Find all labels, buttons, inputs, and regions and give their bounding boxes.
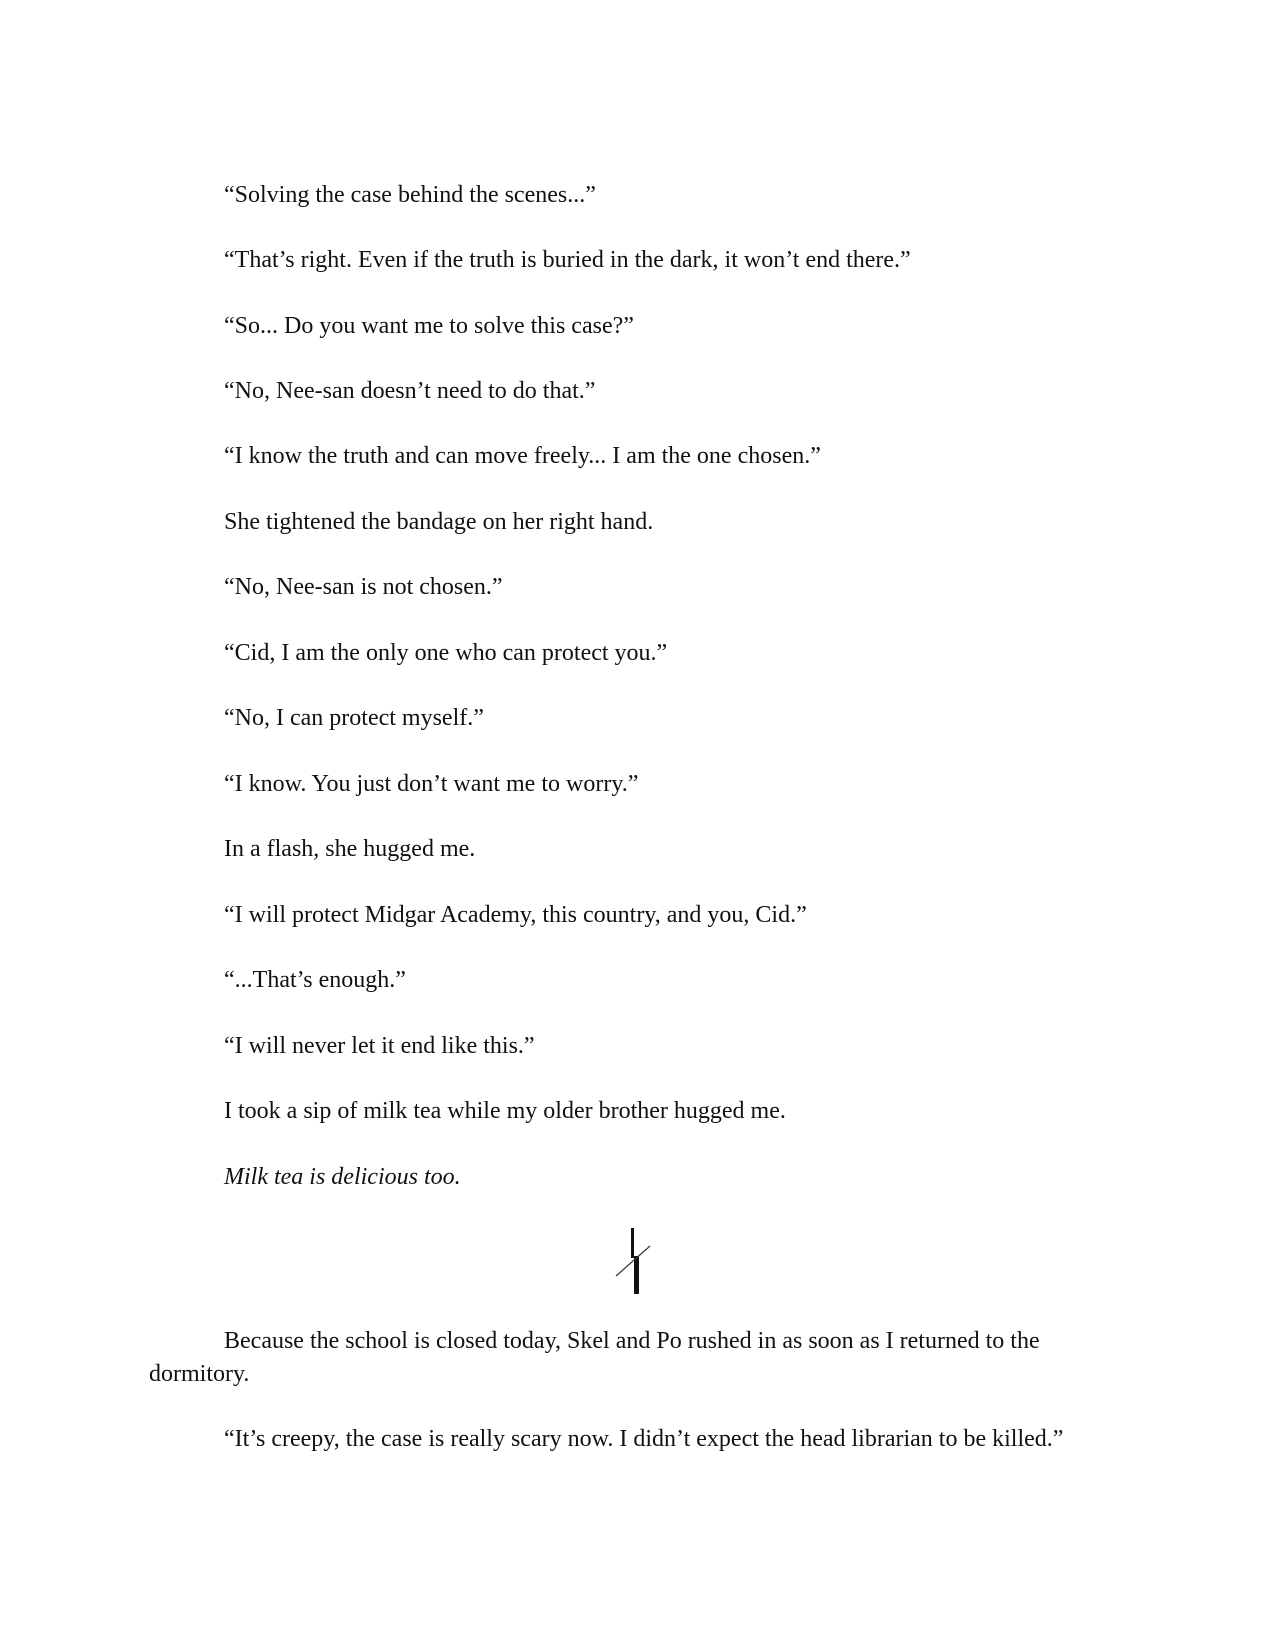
- text-line: “That’s right. Even if the truth is buried in the dark, it won’t end there.”: [224, 247, 911, 273]
- paragraph: Because the school is closed today, Skel and Po rushed in as soon as I returned to the dormitory.: [149, 1328, 1040, 1387]
- text-line: “So... Do you want me to solve this case?”: [224, 313, 634, 339]
- text-line: “...That’s enough.”: [224, 967, 406, 993]
- text-line: “No, Nee-san doesn’t need to do that.”: [224, 378, 596, 404]
- scene-break-icon: [614, 1228, 658, 1296]
- text-line: “I will never let it end like this.”: [224, 1033, 535, 1059]
- italic-thought-line: Milk tea is delicious too.: [224, 1164, 461, 1190]
- text-line: “Cid, I am the only one who can protect you.”: [224, 640, 668, 666]
- text-line: “Solving the case behind the scenes...”: [224, 182, 596, 208]
- text-line: “It’s creepy, the case is really scary now. I didn’t expect the head librarian to be killed.”: [224, 1426, 1064, 1452]
- text-line: “I will protect Midgar Academy, this country, and you, Cid.”: [224, 902, 807, 928]
- text-line: “I know. You just don’t want me to worry.”: [224, 771, 639, 797]
- text-line: “No, Nee-san is not chosen.”: [224, 574, 503, 600]
- text-line: She tightened the bandage on her right hand.: [224, 509, 654, 535]
- text-line: I took a sip of milk tea while my older brother hugged me.: [224, 1098, 786, 1124]
- text-line: “No, I can protect myself.”: [224, 705, 484, 731]
- text-line: In a flash, she hugged me.: [224, 836, 476, 862]
- text-line: “I know the truth and can move freely... I am the one chosen.”: [224, 443, 821, 469]
